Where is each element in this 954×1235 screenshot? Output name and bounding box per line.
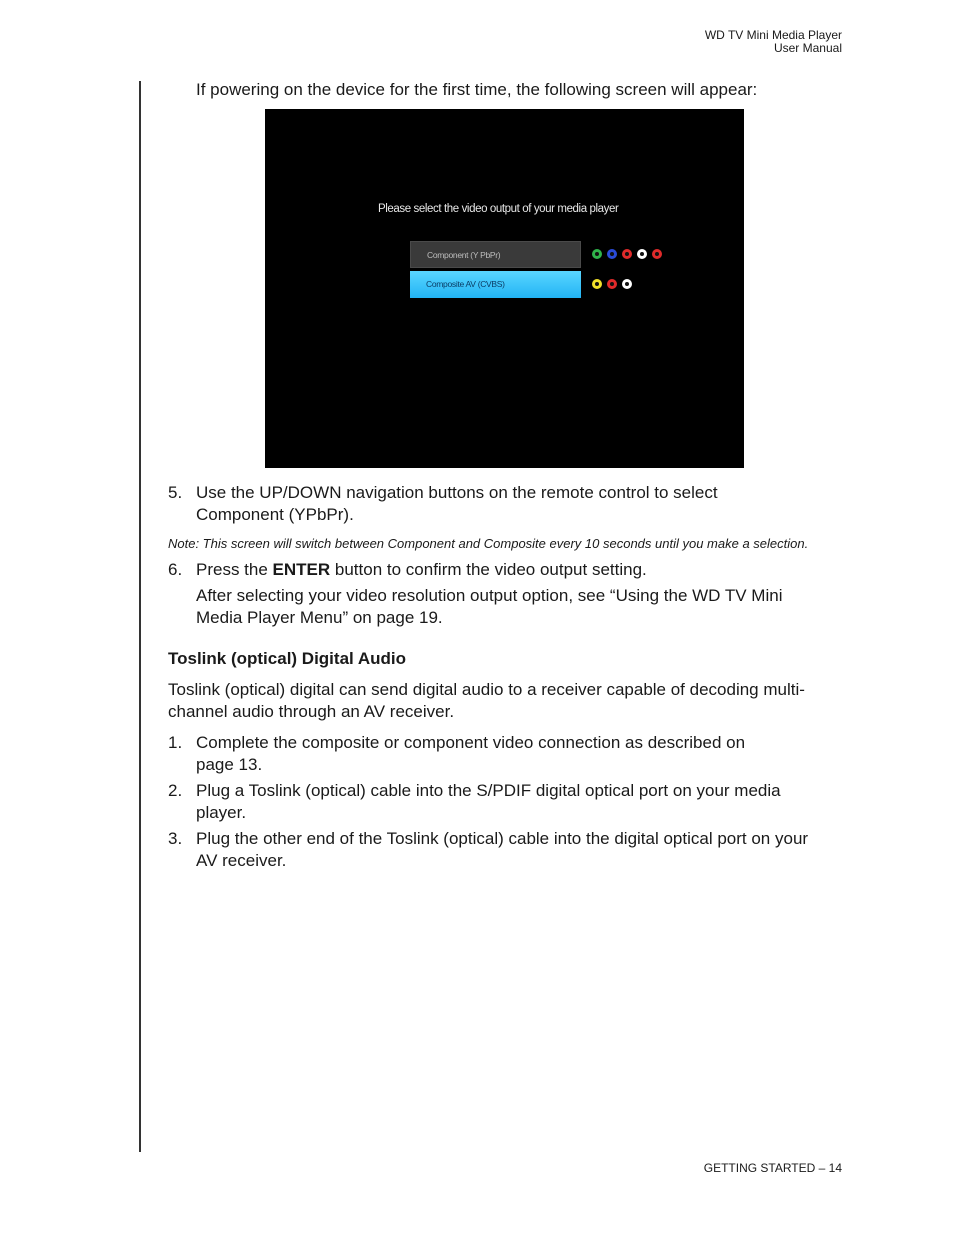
step-text — [196, 732, 745, 776]
step-text — [196, 559, 647, 581]
after-selection-text — [196, 585, 782, 629]
connector-dot-white — [622, 279, 632, 289]
text-line: Media Player Menu” on page 19. — [196, 608, 443, 627]
section-heading: Toslink (optical) Digital Audio — [168, 649, 406, 668]
step-number: 3. — [168, 829, 183, 848]
connector-dot-red — [652, 249, 662, 259]
step-number: 5. — [168, 483, 183, 502]
composite-option: Composite AV (CVBS) — [410, 271, 581, 298]
step-line: Complete the composite or component video connection as described on — [196, 733, 746, 752]
step-line: Plug a Toslink (optical) cable into the S/PDIF digital optical port on your media — [196, 781, 781, 800]
step-text-part: button to confirm the video output setting. — [330, 560, 647, 579]
connector-dot-blue — [607, 249, 617, 259]
connector-dot-white — [637, 249, 647, 259]
enter-keyword: ENTER — [272, 560, 331, 579]
component-option: Component (Y PbPr) — [410, 241, 581, 268]
step-text — [196, 780, 781, 824]
header-doc: User Manual — [773, 41, 842, 55]
intro-text: If powering on the device for the first time, the following screen will appear: — [196, 80, 758, 99]
component-connector-dots — [592, 249, 662, 259]
step-line: player. — [196, 803, 247, 822]
note-text: Note: This screen will switch between Component and Composite every 10 seconds until you make a selection. — [168, 536, 809, 551]
connector-dot-red — [607, 279, 617, 289]
step-text — [196, 828, 808, 872]
left-margin-rule — [139, 81, 141, 1152]
setup-screen-image — [265, 109, 744, 468]
step-line: page 13. — [196, 755, 263, 774]
header-product: WD TV Mini Media Player — [704, 28, 842, 42]
text-line: After selecting your video resolution output option, see “Using the WD TV Mini — [196, 586, 783, 605]
composite-connector-dots — [592, 279, 632, 289]
page-header — [705, 29, 842, 55]
text-line: Toslink (optical) digital can send digital audio to a receiver capable of decoding multi- — [168, 680, 805, 699]
step-text — [196, 482, 718, 526]
connector-dot-red — [622, 249, 632, 259]
step-line: AV receiver. — [196, 851, 287, 870]
connector-dot-green — [592, 249, 602, 259]
step-number: 6. — [168, 560, 183, 579]
section-body — [168, 679, 805, 723]
connector-dot-yellow — [592, 279, 602, 289]
step-text-part: Press the — [196, 560, 273, 579]
step-line: Use the UP/DOWN navigation buttons on the remote control to select — [196, 483, 718, 502]
step-number: 2. — [168, 781, 183, 800]
text-line: channel audio through an AV receiver. — [168, 702, 455, 721]
step-number: 1. — [168, 733, 183, 752]
step-line: Component (YPbPr). — [196, 505, 354, 524]
step-line: Plug the other end of the Toslink (optical) cable into the digital optical port on your — [196, 829, 809, 848]
page-footer: GETTING STARTED – 14 — [703, 1161, 842, 1175]
screen-title: Please select the video output of your media player — [378, 203, 619, 215]
